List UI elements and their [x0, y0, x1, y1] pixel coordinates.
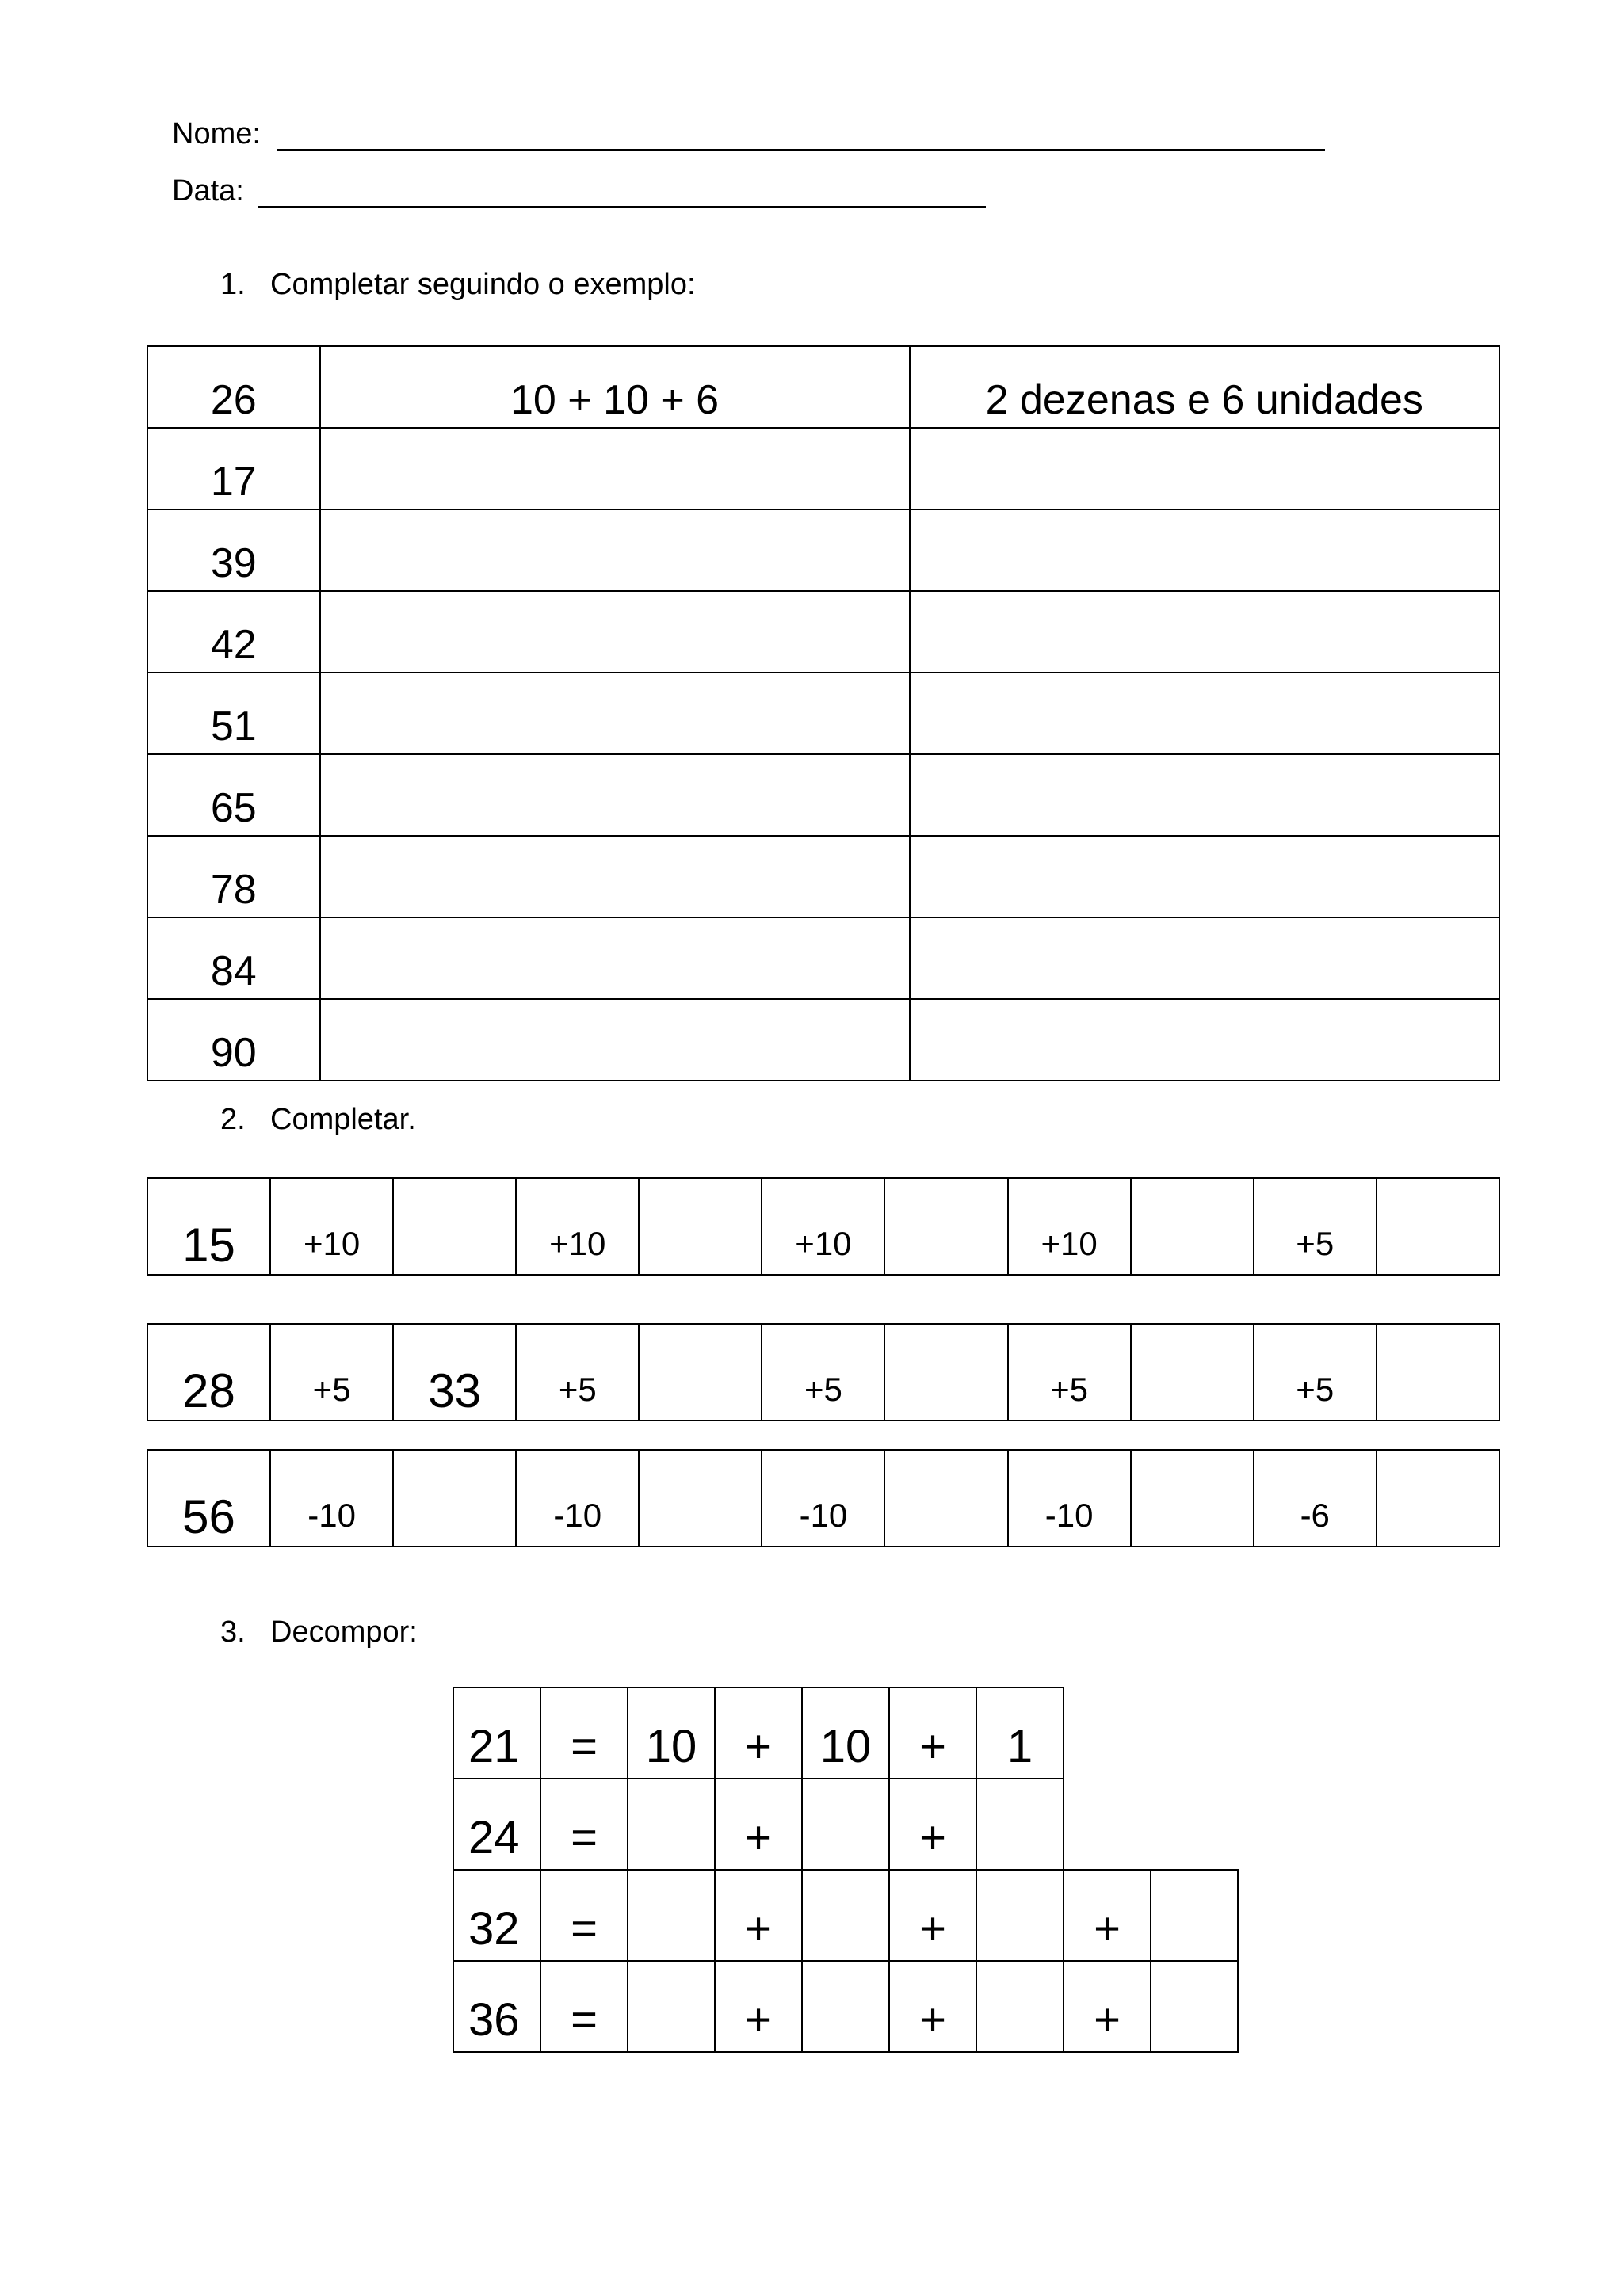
sequence-table: [147, 1177, 1500, 1276]
sum-cell[interactable]: [320, 917, 910, 999]
table-row: [147, 999, 1499, 1081]
value-cell[interactable]: [976, 1961, 1064, 2052]
words-cell[interactable]: [910, 917, 1499, 999]
value-cell[interactable]: [802, 1779, 889, 1870]
section-2-title: [220, 1103, 416, 1137]
equals-cell: =: [540, 1870, 628, 1961]
table-row: [147, 836, 1499, 917]
plus-cell: +: [889, 1961, 976, 2052]
operation-cell: +10: [516, 1178, 639, 1275]
sequence-table: [147, 1323, 1500, 1421]
number-cell: 51: [147, 673, 320, 754]
answer-cell[interactable]: [884, 1324, 1007, 1421]
answer-cell[interactable]: [884, 1450, 1007, 1547]
section-1-number: 1.: [220, 268, 246, 301]
answer-cell[interactable]: [393, 1178, 516, 1275]
empty-space: [1064, 1779, 1151, 1870]
sequence-row: [147, 1178, 1499, 1275]
section-2-number: 2.: [220, 1103, 246, 1136]
value-cell[interactable]: [1151, 1961, 1238, 2052]
value-cell[interactable]: [976, 1870, 1064, 1961]
number-cell: 84: [147, 917, 320, 999]
number-cell: 26: [147, 346, 320, 428]
words-cell[interactable]: [910, 999, 1499, 1081]
value-cell: 10: [802, 1688, 889, 1779]
plus-cell: +: [1064, 1961, 1151, 2052]
start-number-cell: 15: [147, 1178, 270, 1275]
words-cell[interactable]: [910, 591, 1499, 673]
plus-cell: +: [715, 1870, 802, 1961]
sum-cell[interactable]: [320, 673, 910, 754]
number-cell: 90: [147, 999, 320, 1081]
empty-space: [1151, 1688, 1238, 1779]
words-cell[interactable]: 2 dezenas e 6 unidades: [910, 346, 1499, 428]
answer-cell[interactable]: [1377, 1324, 1499, 1421]
section-3-number: 3.: [220, 1615, 246, 1649]
answer-cell[interactable]: [1131, 1450, 1254, 1547]
operation-cell: -10: [516, 1450, 639, 1547]
operation-cell: +5: [270, 1324, 393, 1421]
answer-cell[interactable]: [639, 1324, 762, 1421]
sum-cell[interactable]: [320, 999, 910, 1081]
plus-cell: +: [1064, 1870, 1151, 1961]
section-2-text: Completar.: [270, 1103, 416, 1136]
table-row: [147, 509, 1499, 591]
operation-cell: +10: [762, 1178, 884, 1275]
value-cell[interactable]: [802, 1870, 889, 1961]
value-cell: 1: [976, 1688, 1064, 1779]
start-number-cell: 28: [147, 1324, 270, 1421]
sum-cell[interactable]: [320, 836, 910, 917]
sum-cell[interactable]: [320, 509, 910, 591]
table-row: [147, 428, 1499, 509]
decompose-row: [453, 1779, 1238, 1870]
sequence-table: [147, 1449, 1500, 1547]
answer-cell: 33: [393, 1324, 516, 1421]
answer-cell[interactable]: [1377, 1450, 1499, 1547]
value-cell[interactable]: [976, 1779, 1064, 1870]
number-cell: 65: [147, 754, 320, 836]
value-cell: 10: [628, 1688, 715, 1779]
target-number-cell: 21: [453, 1688, 540, 1779]
date-label: Data:: [172, 174, 244, 208]
operation-cell: +5: [516, 1324, 639, 1421]
answer-cell[interactable]: [639, 1450, 762, 1547]
empty-space: [1064, 1688, 1151, 1779]
operation-cell: -6: [1254, 1450, 1377, 1547]
operation-cell: -10: [1008, 1450, 1131, 1547]
section-3-title: [220, 1615, 418, 1650]
value-cell[interactable]: [628, 1779, 715, 1870]
equals-cell: =: [540, 1961, 628, 2052]
equals-cell: =: [540, 1779, 628, 1870]
number-cell: 17: [147, 428, 320, 509]
operation-cell: +5: [762, 1324, 884, 1421]
decompose-row: [453, 1870, 1238, 1961]
answer-cell[interactable]: [1131, 1324, 1254, 1421]
table-row: [147, 346, 1499, 428]
operation-cell: +10: [270, 1178, 393, 1275]
sum-cell[interactable]: [320, 591, 910, 673]
target-number-cell: 36: [453, 1961, 540, 2052]
number-cell: 78: [147, 836, 320, 917]
decompose-table: [453, 1687, 1239, 2053]
answer-cell[interactable]: [1131, 1178, 1254, 1275]
table-row: [147, 754, 1499, 836]
sequence-row: [147, 1450, 1499, 1547]
equals-cell: =: [540, 1688, 628, 1779]
section-1-title: [220, 268, 696, 302]
words-cell[interactable]: [910, 673, 1499, 754]
operation-cell: +5: [1254, 1178, 1377, 1275]
value-cell[interactable]: [1151, 1870, 1238, 1961]
answer-cell[interactable]: [393, 1450, 516, 1547]
words-cell[interactable]: [910, 428, 1499, 509]
decompose-row: [453, 1688, 1238, 1779]
sum-cell[interactable]: 10 + 10 + 6: [320, 346, 910, 428]
date-field-line[interactable]: [258, 176, 986, 208]
operation-cell: +10: [1008, 1178, 1131, 1275]
words-cell[interactable]: [910, 754, 1499, 836]
sum-cell[interactable]: [320, 428, 910, 509]
sum-cell[interactable]: [320, 754, 910, 836]
decomposition-table: [147, 345, 1500, 1081]
plus-cell: +: [715, 1779, 802, 1870]
table-row: [147, 917, 1499, 999]
plus-cell: +: [889, 1870, 976, 1961]
name-field-line[interactable]: [277, 119, 1325, 151]
answer-cell[interactable]: [1377, 1178, 1499, 1275]
answer-cell[interactable]: [884, 1178, 1007, 1275]
operation-cell: +5: [1008, 1324, 1131, 1421]
number-cell: 42: [147, 591, 320, 673]
name-label: Nome:: [172, 117, 261, 151]
plus-cell: +: [715, 1688, 802, 1779]
section-1-text: Completar seguindo o exemplo:: [270, 268, 696, 301]
words-cell[interactable]: [910, 509, 1499, 591]
empty-space: [1151, 1779, 1238, 1870]
value-cell[interactable]: [628, 1870, 715, 1961]
value-cell[interactable]: [802, 1961, 889, 2052]
start-number-cell: 56: [147, 1450, 270, 1547]
answer-cell[interactable]: [639, 1178, 762, 1275]
target-number-cell: 24: [453, 1779, 540, 1870]
plus-cell: +: [889, 1688, 976, 1779]
operation-cell: -10: [270, 1450, 393, 1547]
decompose-row: [453, 1961, 1238, 2052]
plus-cell: +: [715, 1961, 802, 2052]
words-cell[interactable]: [910, 836, 1499, 917]
section-3-text: Decompor:: [270, 1615, 418, 1649]
table-row: [147, 591, 1499, 673]
value-cell[interactable]: [628, 1961, 715, 2052]
target-number-cell: 32: [453, 1870, 540, 1961]
operation-cell: +5: [1254, 1324, 1377, 1421]
operation-cell: -10: [762, 1450, 884, 1547]
number-cell: 39: [147, 509, 320, 591]
sequence-row: [147, 1324, 1499, 1421]
table-row: [147, 673, 1499, 754]
plus-cell: +: [889, 1779, 976, 1870]
